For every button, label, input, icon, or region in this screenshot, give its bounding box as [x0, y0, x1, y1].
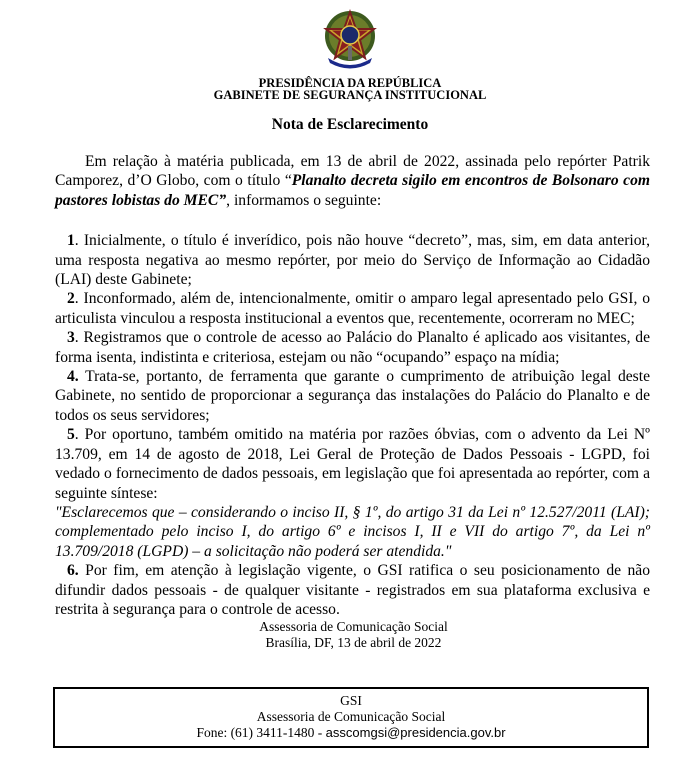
item-5: [55, 425, 650, 503]
legal-quote: "Esclarecemos que – considerando o inciso II, § 1º, do artigo 31 da Lei nº 12.527/2011 (LAI); complementado pelo inciso I, do artigo 6º e incisos I, II e VII do artigo 7º, da Lei nº 13.709/2018 (LGPD) – a solicitação não poderá ser atendida.": [55, 503, 650, 560]
footer-email-link[interactable]: asscomgsi@presidencia.gov.br: [325, 725, 506, 740]
article-headline: Planalto decreta sigilo em encontros de Bolsonaro com pastores lobistas do MEC”: [55, 172, 651, 209]
item-number: 4.: [67, 368, 79, 386]
header-cabinet: GABINETE DE SEGURANÇA INSTITUCIONAL: [213, 88, 487, 102]
footer-org: GSI: [340, 693, 362, 708]
signoff-place-date: Brasília, DF, 13 de abril de 2022: [265, 635, 442, 651]
item-number: 2: [67, 290, 75, 308]
footer-office: Assessoria de Comunicação Social: [256, 709, 446, 724]
item-number: 5: [67, 426, 75, 444]
item-text: Trata-se, portanto, de ferramenta que garante o cumprimento de atribuição legal deste Gabinete, no sentido de proporcionar a segurança das instalações do Palácio do Planalto e de todos os seus servidores;: [55, 368, 650, 424]
item-number: 3: [67, 329, 75, 347]
contact-box: [53, 687, 649, 748]
intro-text: Em relação à matéria publicada, em 13 de abril de 2022, assinada pelo repórter Patrik Camporez, d’O Globo, com o título “: [55, 153, 650, 190]
item-number: 6.: [67, 562, 79, 580]
item-2: [55, 289, 650, 328]
item-text: . Inconformado, além de, intencionalmente, omitir o amparo legal apresentado pelo GSI, o articulista vinculou a resposta institucional a eventos que, recentemente, ocorreram no MEC;: [55, 290, 650, 327]
item-text: . Registramos que o controle de acesso ao Palácio do Planalto é aplicado aos visitantes, de forma isenta, indistinta e criteriosa, estejam ou não “ocupando” espaço na mídia;: [55, 329, 650, 366]
page-title: Nota de Esclarecimento: [271, 116, 429, 133]
item-text: . Por oportuno, também omitido na matéria por razões óbvias, com o advento da Lei Nº 13.709, em 14 de agosto de 2018, Lei Geral de Proteção de Dados Pessoais - LGPD, foi vedado o fornecimento de dados pessoais, em legislação que foi apresentada ao repórter, com a seguinte síntese:: [55, 426, 650, 502]
item-text: . Inicialmente, o título é inverídico, pois não houve “decreto”, mas, sim, em data anterior, uma resposta negativa ao mesmo repórter, por meio do Serviço de Informação ao Cidadão (LAI) deste Gabinete;: [55, 232, 650, 289]
footer-phone: Fone: (61) 3411-1480 -: [196, 725, 326, 740]
item-number: 1: [67, 232, 75, 250]
intro-text-end: , informamos o seguinte:: [226, 191, 382, 209]
header-presidency: PRESIDÊNCIA DA REPÚBLICA: [258, 76, 442, 90]
item-text: Por fim, em atenção à legislação vigente, o GSI ratifica o seu posicionamento de não difundir dados pessoais - de qualquer visitante - registrados em sua plataforma exclusiva e restrita à segurança para o controle de acesso.: [55, 562, 650, 618]
signoff-office: Assessoria de Comunicação Social: [259, 619, 448, 635]
item-4: [55, 367, 650, 425]
item-1: [55, 231, 650, 289]
document-body: [55, 152, 650, 651]
item-3: [55, 328, 650, 367]
intro-paragraph: [55, 152, 650, 210]
footer-contact: [55, 725, 647, 741]
item-6: [55, 561, 650, 619]
brazil-coat-of-arms-icon: [318, 8, 382, 72]
